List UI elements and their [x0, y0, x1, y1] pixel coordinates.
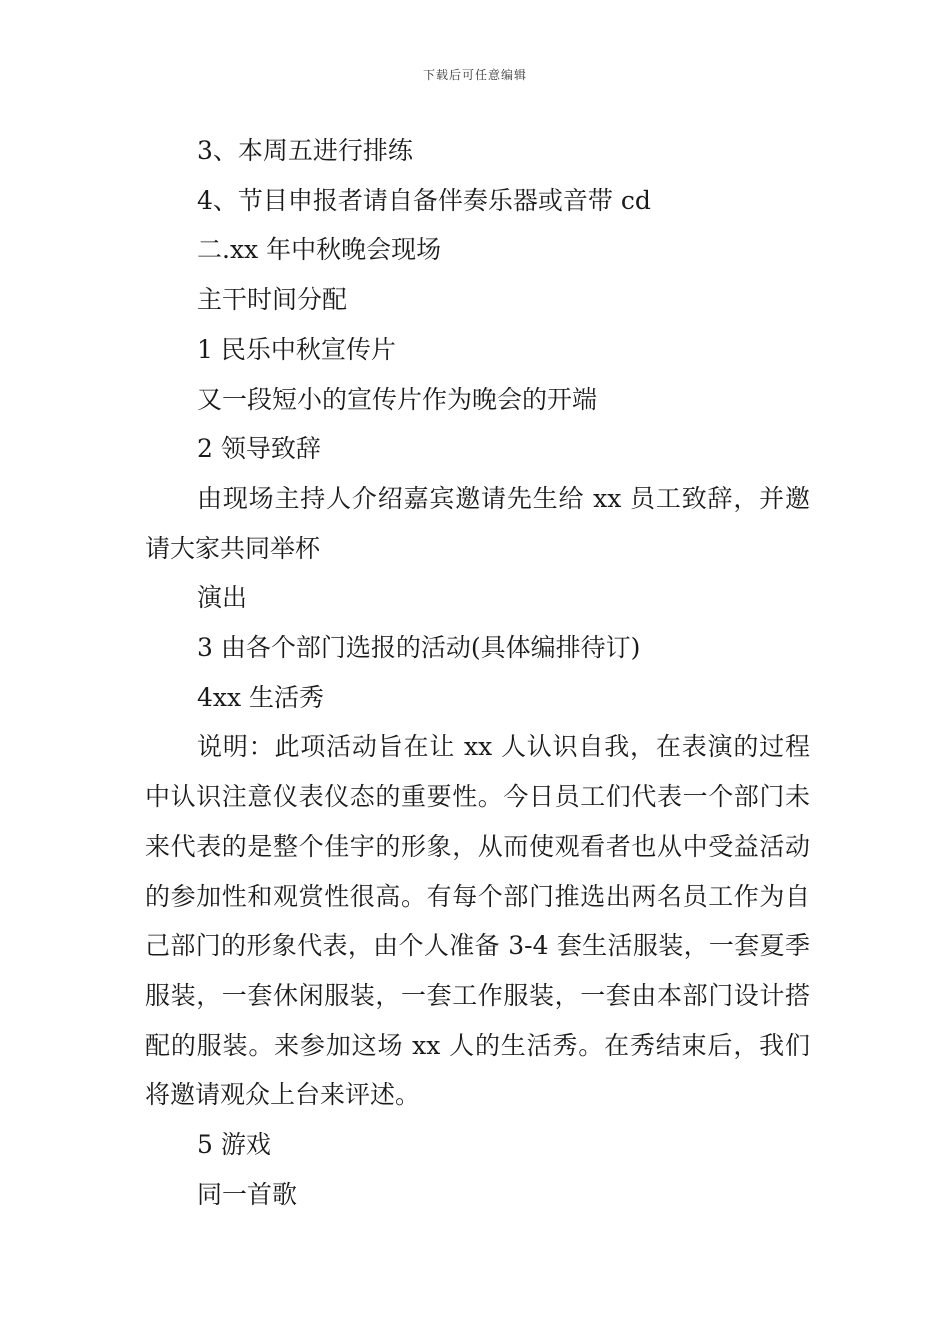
paragraph-speech-desc: 由现场主持人介绍嘉宾邀请先生给 xx 员工致辞，并邀请大家共同举杯	[145, 483, 810, 563]
paragraph-time-allocation: 主干时间分配	[197, 285, 348, 315]
item-promo-video: 1 民乐中秋宣传片	[197, 334, 396, 364]
paragraph-accompaniment: 4、节目申报者请自备伴奏乐器或音带 cd	[197, 185, 651, 215]
item-life-show: 4xx 生活秀	[197, 682, 325, 712]
item-leader-speech: 2 领导致辞	[197, 434, 321, 464]
item-department-activities: 3 由各个部门选报的活动(具体编排待订)	[197, 633, 641, 663]
paragraph-performance: 演出	[197, 583, 248, 613]
header-note: 下载后可任意编辑	[422, 68, 527, 82]
document-body	[145, 126, 810, 1219]
paragraph-same-song: 同一首歌	[197, 1179, 298, 1209]
item-games: 5 游戏	[197, 1130, 271, 1160]
paragraph-rehearsal: 3、本周五进行排练	[197, 136, 413, 165]
section-heading-gala: 二.xx 年中秋晚会现场	[197, 235, 442, 265]
paragraph-life-show-desc: 说明：此项活动旨在让 xx 人认识自我，在表演的过程中认识注意仪表仪态的重要性。今日员工们代表一个部门未来代表的是整个佳宇的形象，从而使观看者也从中受益活动的参加性和观赏性很高。有每个部门推选出两名员工作为自己部门的形象代表，由个人准备 3-4 套生活服装，一套夏季服装，一套休闲服装，一套工作服装，一套由本部门设计搭配的服装。来参加这场 xx 人的生活秀。在秀结束后，我们将邀请观众上台来评述。	[145, 732, 810, 1110]
paragraph-promo-desc: 又一段短小的宣传片作为晚会的开端	[197, 384, 598, 414]
